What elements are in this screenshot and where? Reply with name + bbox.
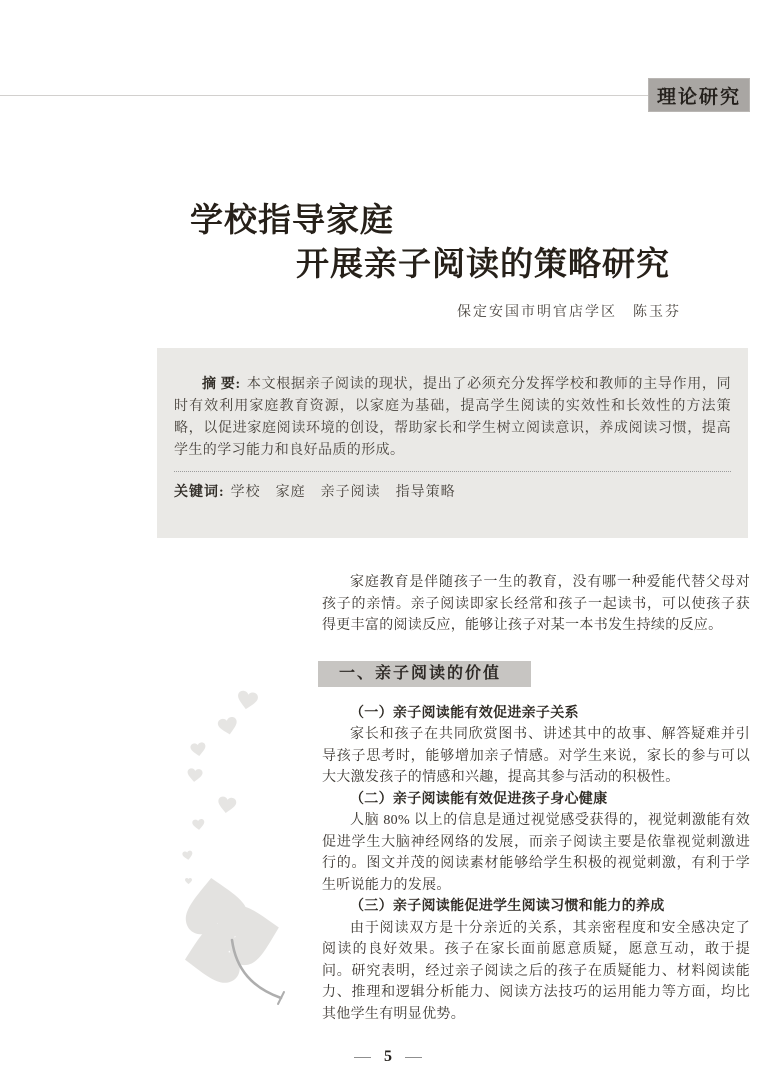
category-badge-label: 理论研究 <box>656 86 741 108</box>
heart-icon <box>187 768 203 783</box>
article-title-line-2: 开展亲子阅读的策略研究 <box>296 245 670 282</box>
abstract-paragraph <box>174 374 731 462</box>
section-heading-bar: 一、亲子阅读的价值 <box>318 661 531 687</box>
header-rule <box>0 95 648 96</box>
keywords-text: 学校 家庭 亲子阅读 指导策略 <box>230 485 456 500</box>
intro-paragraph: 家庭教育是伴随孩子一生的教育，没有哪一种爱能代替父母对孩子的亲情。亲子阅读即家长经常和孩子一起读书，可以使孩子获得更丰富的阅读反应，能够让孩子对某一本书发生持续的反应。 <box>322 575 750 633</box>
subsection-3-paragraph: 由于阅读双方是十分亲近的关系，其亲密程度和安全感决定了阅读的良好效果。孩子在家长面前愿意质疑，愿意互动，敢于提问。研究表明，经过亲子阅读之后的孩子在质疑能力、材料阅读能力、推理和逻辑分析能力、阅读方法技巧的运用能力等方面，均比其他学生有明显优势。 <box>322 920 750 1022</box>
heart-icon <box>217 716 239 736</box>
footer-rule-left <box>354 1057 371 1058</box>
article-body <box>322 572 750 1025</box>
page-number: 5 <box>384 1048 392 1065</box>
page-footer <box>0 1048 760 1066</box>
subsection-1-heading: （一）亲子阅读能有效促进亲子关系 <box>350 705 579 721</box>
subsection-2-heading: （二）亲子阅读能有效促进孩子身心健康 <box>350 791 608 807</box>
article-title-line-1: 学校指导家庭 <box>190 201 394 238</box>
heart-icon <box>217 796 237 814</box>
keywords-line <box>174 481 731 501</box>
keywords-label: 关键词: <box>174 485 225 500</box>
heart-icon <box>182 850 193 860</box>
subsection-2-paragraph: 人脑 80% 以上的信息是通过视觉感受获得的，视觉刺激能有效促进学生大脑神经网络的发展，而亲子阅读主要是依靠视觉刺激进行的。图文并茂的阅读素材能够给学生积极的视觉刺激，有利于学生听说能力的发展。 <box>322 813 750 893</box>
category-badge <box>648 78 750 112</box>
author-line <box>457 301 681 321</box>
author-affiliation: 保定安国市明官店学区 <box>457 305 617 320</box>
heart-icon <box>190 742 207 757</box>
abstract-box <box>157 348 748 538</box>
hearts-clover-decoration <box>135 672 315 1032</box>
abstract-keywords-divider <box>174 471 731 472</box>
heart-icon <box>236 690 259 711</box>
abstract-label: 摘 要: <box>202 377 241 392</box>
heart-icon <box>185 878 192 884</box>
subsection-1-paragraph: 家长和孩子在共同欣赏图书、讲述其中的故事、解答疑难并引导孩子思考时，能够增加亲子情感。对学生来说，家长的参与可以大大激发孩子的情感和兴趣，提高其参与活动的积极性。 <box>322 727 750 785</box>
clover-icon <box>180 874 285 1004</box>
author-name: 陈玉芬 <box>633 305 681 320</box>
heart-icon <box>192 819 205 831</box>
subsection-3-heading: （三）亲子阅读能促进学生阅读习惯和能力的养成 <box>350 899 665 914</box>
footer-rule-right <box>405 1057 422 1058</box>
abstract-text: 本文根据亲子阅读的现状，提出了必须充分发挥学校和教师的主导作用，同时有效利用家庭教育资源，以家庭为基础，提高学生阅读的实效性和长效性的方法策略，以促进家庭阅读环境的创设，帮助家长和学生树立阅读意识，养成阅读习惯，提高学生的学习能力和良好品质的形成。 <box>174 377 732 458</box>
